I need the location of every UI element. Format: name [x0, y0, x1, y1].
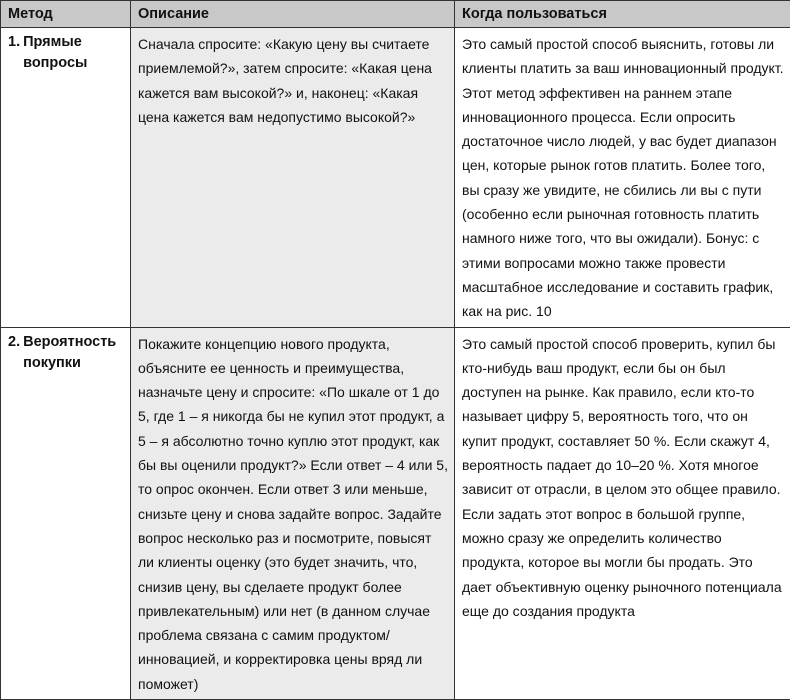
method-name: Вероятность покупки [23, 332, 124, 374]
table-header [1, 1, 790, 28]
when-text: Это самый простой способ выяснить, готовы ли клиенты платить за ваш инновационный продукт. Этот метод эффективен на раннем этапе инновационного процесса. Если опросить достаточное число людей, у вас будет диапазон цен, которые рынок готов платить. Более того, вы сразу же увидите, не сбились ли вы с пути (особенно если рыночная готовность платить намного ниже того, что вы ожидали). Бонус: с этими вопросами можно также провести масштабное исследование и составить график, как на рис. 10 [462, 32, 784, 324]
when-cell [455, 327, 790, 699]
method-label [8, 32, 124, 74]
method-cell [1, 28, 131, 328]
table-row [1, 28, 790, 328]
method-name: Прямые вопросы [23, 32, 124, 74]
header-row [1, 1, 790, 28]
table-body [1, 28, 790, 700]
when-cell [455, 28, 790, 328]
header-when: Когда пользоваться [455, 1, 790, 28]
table-row [1, 327, 790, 699]
method-cell [1, 327, 131, 699]
description-cell [131, 327, 455, 699]
header-method: Метод [1, 1, 131, 28]
description-text: Покажите концепцию нового продукта, объясните ее ценность и преимущества, назначьте цену и спросите: «По шкале от 1 до 5, где 1 – я никогда бы не купил этот продукт, а 5 – я абсолютно точно куплю этот продукт, как бы вы оценили продукт?» Если ответ – 4 или 5, то опрос окончен. Если ответ 3 или меньше, снизьте цену и снова задайте вопрос. Задайте вопрос несколько раз и посмотрите, повысят ли клиенты оценку (это будет значить, что, снизив цену, вы сделаете продукт более привлекательным) или нет (в данном случае проблема связана с самим продуктом/инновацией, и корректировка цены вряд ли поможет) [138, 332, 448, 696]
method-label [8, 332, 124, 374]
description-text: Сначала спросите: «Какую цену вы считаете приемлемой?», затем спросите: «Какая цена кажется вам высокой?» и, наконец: «Какая цена кажется вам недопустимо высокой?» [138, 32, 448, 129]
when-text: Это самый простой способ проверить, купил бы кто-нибудь ваш продукт, если бы он был доступен на рынке. Как правило, если кто-то называет цифру 5, вероятность того, что он купит продукт, составляет 50 %. Если скажут 4, вероятность падает до 10–20 %. Хотя многое зависит от отрасли, в целом это общее правило. Если задать этот вопрос в большой группе, можно сразу же определить количество продукта, которое вы могли бы продать. Это дает объективную оценку рыночного потенциала еще до создания продукта [462, 332, 784, 624]
description-cell [131, 28, 455, 328]
header-description: Описание [131, 1, 455, 28]
method-number: 2. [8, 332, 23, 374]
method-number: 1. [8, 32, 23, 74]
